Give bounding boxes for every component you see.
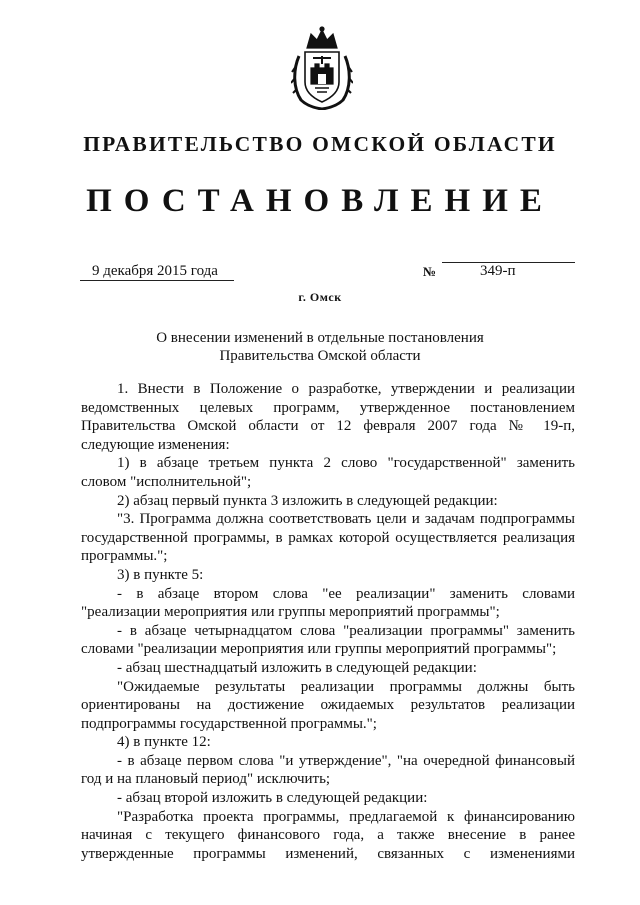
body-line: ориентированы на достижение ожидаемых результатов реализации: [81, 697, 575, 714]
body-line: - в абзаце четырнадцатом слова "реализации программы" заменить: [117, 622, 575, 639]
body-line: 3) в пункте 5:: [117, 566, 204, 583]
body-line: следующие изменения:: [81, 436, 230, 453]
body-line: 4) в пункте 12:: [117, 734, 211, 751]
body-line: начиная с текущего финансового года, а также внесение в ранее: [81, 827, 575, 844]
body-line: 1. Внести в Положение о разработке, утверждении и реализации: [117, 381, 575, 397]
subject-line-1: О внесении изменений в отдельные постановления: [156, 330, 484, 346]
subject-line-2: Правительства Омской области: [219, 348, 421, 364]
body-line: программы.";: [81, 548, 168, 565]
body-line: словами "реализации мероприятия или группы мероприятий программы";: [81, 641, 557, 658]
document-date: 9 декабря 2015 года: [80, 262, 234, 281]
document-subject: [0, 329, 640, 365]
body-line: "Разработка проекта программы, предлагаемой к финансированию: [117, 808, 575, 825]
body-line: "Ожидаемые результаты реализации программы должны быть: [117, 678, 575, 695]
body-line: "3. Программа должна соответствовать цели и задачам подпрограммы: [117, 511, 575, 528]
body-line: год и на плановый период" исключить;: [81, 771, 331, 788]
document-number-field: [442, 262, 575, 279]
body-line: "реализации мероприятия или группы мероприятий программы";: [81, 604, 500, 621]
body-line: подпрограммы государственной программы.";: [81, 715, 377, 732]
body-line: - абзац шестнадцатый изложить в следующей редакции:: [117, 659, 477, 676]
document-number: 349-п: [480, 263, 516, 279]
body-line: 2) абзац первый пункта 3 изложить в следующей редакции:: [117, 492, 498, 509]
body-line: государственной программы, в рамках которой осуществляется реализация: [81, 529, 575, 546]
city-name: г. Омск: [298, 290, 342, 304]
document-type-title: ПОСТАНОВЛЕНИЕ: [86, 183, 554, 219]
body-line: - абзац второй изложить в следующей редакции:: [117, 790, 428, 807]
government-title: ПРАВИТЕЛЬСТВО ОМСКОЙ ОБЛАСТИ: [83, 132, 557, 156]
body-line: 1) в абзаце третьем пункта 2 слово "государственной" заменить: [117, 455, 575, 472]
number-label: №: [423, 264, 437, 279]
body-line: ведомственных целевых программ, утвержденное постановлением: [81, 399, 575, 416]
document-body: [81, 380, 575, 863]
omsk-coat-of-arms-icon: [291, 26, 353, 110]
body-line: Правительства Омской области от 12 февраля 2007 года № 19-п,: [81, 418, 575, 435]
body-line: словом "исполнительной";: [81, 473, 252, 490]
body-line: - в абзаце втором слова "ее реализации" заменить словами: [117, 585, 575, 602]
body-line: утвержденные программы изменений, связанных с изменениями: [81, 845, 575, 862]
body-line: - в абзаце первом слова "и утверждение", "на очередной финансовый: [117, 752, 575, 769]
